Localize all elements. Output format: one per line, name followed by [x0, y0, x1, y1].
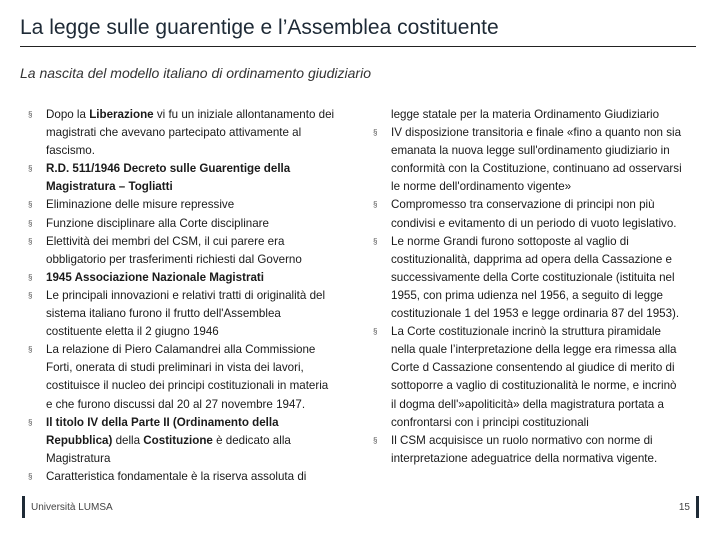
bold-text: Costituzione [143, 433, 213, 447]
text-line: Elettività dei membri del CSM, il cui parere era [46, 234, 285, 248]
bold-text: 1945 Associazione Nazionale Magistrati [46, 270, 264, 284]
bullet-marker: § [28, 200, 33, 210]
text-line: La relazione di Piero Calamandrei alla Commissione [46, 343, 316, 357]
bullet-item [28, 160, 338, 196]
bullet-item [28, 468, 338, 486]
bullet-item [373, 124, 693, 196]
text-line: legge statale per la materia Ordinamento Giudiziario [391, 108, 660, 121]
page-number: 15 [678, 502, 690, 513]
bullet-continuation [373, 106, 693, 124]
text-line: il dogma dell'»apoliticità» della magistratura portata a [391, 397, 664, 411]
bullet-marker: § [28, 345, 33, 355]
text-line: Eliminazione delle misure repressive [46, 198, 235, 212]
text-line: La Corte costituzionale incrinò la struttura piramidale [391, 325, 662, 339]
text-line: fascismo. [46, 144, 95, 158]
bullet-marker: § [28, 290, 33, 300]
text-line: successivamente della Corte costituzionale (istituita nel [391, 270, 675, 284]
bullet-item [28, 287, 338, 341]
bullet-marker: § [28, 110, 33, 119]
bullet-item [28, 414, 338, 468]
bullet-marker: § [373, 327, 378, 337]
bullet-item [373, 233, 693, 323]
bullet-item [28, 269, 338, 287]
bullet-marker: § [373, 236, 378, 246]
slide-title: La legge sulle guarentige e l’Assemblea costituente [20, 16, 499, 39]
text-line: magistrati che avevano partecipato attivamente al [46, 126, 302, 140]
text-line: Funzione disciplinare alla Corte disciplinare [46, 216, 269, 230]
text-run: vi fu un iniziale allontanamento dei [153, 108, 335, 121]
bullet-marker: § [28, 218, 33, 228]
text-line: IV disposizione transitoria e finale «fino a quanto non sia [391, 126, 682, 140]
text-line: costituisce il nucleo dei principi costituzionali in materia [46, 379, 329, 393]
bullet-marker: § [28, 272, 33, 282]
bullet-marker: § [373, 435, 378, 445]
text-line: le norme dell'ordinamento vigente» [391, 180, 572, 194]
text-line: Il CSM acquisisce un ruolo normativo con norme di [391, 433, 653, 447]
bullet-item [373, 323, 693, 432]
text-line: e che furono discussi dal 20 al 27 novembre 1947. [46, 397, 306, 411]
bullet-marker: § [28, 471, 33, 481]
text-line: Caratteristica fondamentale è la riserva assoluta di [46, 469, 307, 483]
right-column [373, 106, 693, 468]
text-line: costituzionalità, dapprima ad opera della Cassazione e [391, 252, 672, 266]
text-line: sistema italiano furono il frutto dell'Assemblea [46, 307, 281, 321]
text-line: emanata la nuova legge sull'ordinamento giudiziario in [391, 144, 670, 158]
text-line: confrontarsi con i principi costituzionali [391, 415, 589, 429]
text-line: obbligatorio per trasferimenti richiesti dal Governo [46, 252, 302, 266]
text-line: conformità con la Costituzione, continuano ad osservarsi [391, 162, 682, 176]
text-line: Corte d Cassazione consentendo al giudice di merito di [391, 361, 675, 375]
text-run: è dedicato alla [212, 433, 291, 447]
bullet-marker: § [28, 164, 33, 174]
text-line: nella quale l’interpretazione della legge era rimessa alla [391, 343, 677, 357]
footer-institution: Università LUMSA [31, 502, 113, 513]
text-line: sottoporre a vaglio di costituzionalità le norme, e incrinò [391, 379, 677, 393]
bullet-marker: § [373, 128, 378, 138]
bold-text: Liberazione [89, 108, 154, 121]
bullet-item [373, 432, 693, 468]
bullet-item [28, 233, 338, 269]
bullet-marker: § [28, 417, 33, 427]
bullet-marker: § [28, 236, 33, 246]
footer-accent-right [696, 496, 699, 518]
text-line: 1955, con prima udienza nel 1956, a seguito di legge [391, 288, 664, 302]
bullet-marker: § [373, 200, 378, 210]
bullet-item [373, 196, 693, 232]
text-line: Compromesso tra conservazione di principi non più [391, 198, 655, 212]
bullet-item [28, 215, 338, 233]
footer-accent-left [22, 496, 25, 518]
bold-text: Repubblica) [46, 433, 113, 447]
text-line: Le principali innovazioni e relativi tratti di originalità del [46, 288, 326, 302]
title-divider [20, 46, 696, 47]
bold-text: Magistratura – Togliatti [46, 180, 173, 194]
text-line: Forti, onerata di studi preliminari in vista dei lavori, [46, 361, 304, 375]
text-line: costituzionale 1 del 1953 e legge ordinaria 87 del 1953). [391, 307, 680, 321]
text-line: Magistratura [46, 451, 111, 465]
bold-text: R.D. 511/1946 Decreto sulle Guarentige della [46, 162, 291, 176]
text-line: Le norme Grandi furono sottoposte al vaglio di [391, 234, 629, 248]
bold-text: Il titolo IV della Parte II (Ordinamento della [46, 415, 279, 429]
slide-subtitle: La nascita del modello italiano di ordinamento giudiziario [20, 65, 371, 81]
text-run: della [112, 433, 144, 447]
text-run: Dopo la [46, 108, 90, 121]
left-column [28, 106, 338, 486]
text-line: condivisi e evitamento di un periodo di vuoto legislativo. [391, 216, 677, 230]
text-line: costituente eletta il 2 giugno 1946 [46, 325, 219, 339]
text-line: interpretazione adeguatrice della normativa vigente. [391, 451, 658, 465]
bullet-item [28, 341, 338, 413]
bullet-item [28, 196, 338, 214]
bullet-item [28, 106, 338, 160]
